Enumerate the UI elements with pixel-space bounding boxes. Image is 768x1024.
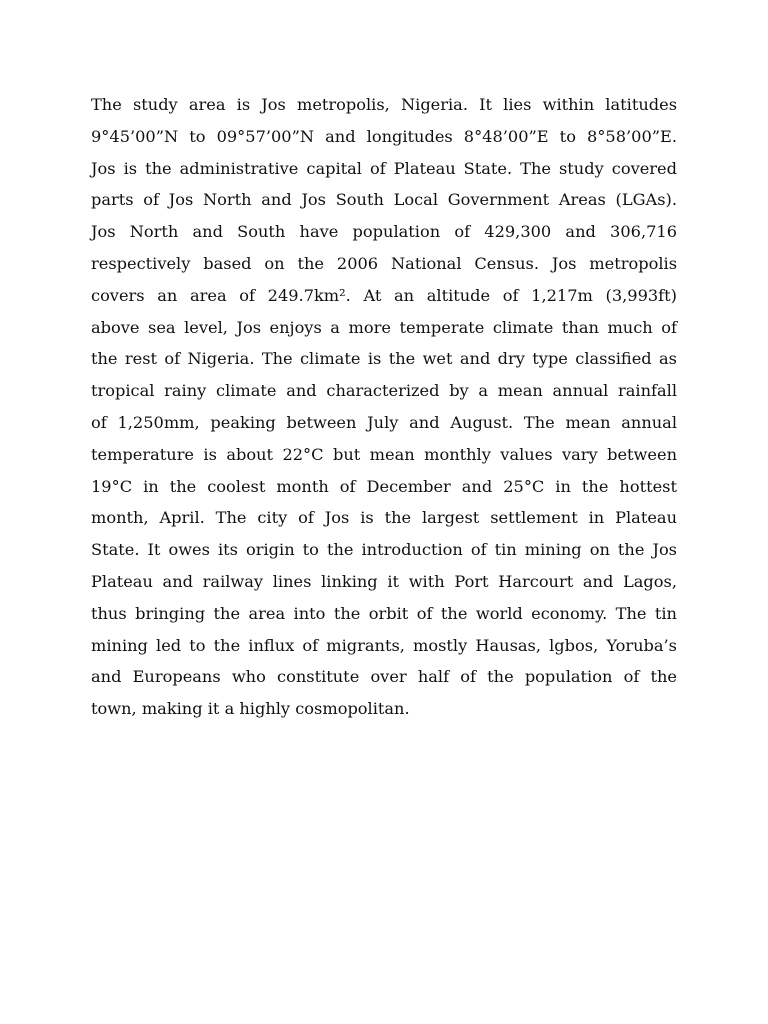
paragraph-line: Plateau and railway lines linking it with Port Harcourt and Lagos, xyxy=(91,571,677,591)
paragraph-line: mining led to the influx of migrants, mostly Hausas, lgbos, Yoruba’s xyxy=(91,635,677,655)
paragraph-line: respectively based on the 2006 National Census. Jos metropolis xyxy=(91,253,677,273)
paragraph-line: month, April. The city of Jos is the largest settlement in Plateau xyxy=(91,508,677,528)
paragraph-line: 9°45’00”N to 09°57’00”N and longitudes 8°48’00”E to 8°58’00”E. xyxy=(91,126,677,146)
body-paragraph xyxy=(91,89,677,725)
paragraph-line: Jos North and South have population of 429,300 and 306,716 xyxy=(91,222,677,242)
paragraph-line: town, making it a highly cosmopolitan. xyxy=(91,699,410,719)
paragraph-line: 19°C in the coolest month of December and 25°C in the hottest xyxy=(91,476,677,496)
paragraph-line: The study area is Jos metropolis, Nigeria. It lies within latitudes xyxy=(91,95,677,114)
paragraph-line: Jos is the administrative capital of Plateau State. The study covered xyxy=(91,158,677,178)
paragraph-line: above sea level, Jos enjoys a more temperate climate than much of xyxy=(91,317,677,337)
paragraph-line: temperature is about 22°C but mean monthly values vary between xyxy=(91,444,677,464)
paragraph-line: parts of Jos North and Jos South Local Government Areas (LGAs). xyxy=(91,190,677,210)
paragraph-line: thus bringing the area into the orbit of the world economy. The tin xyxy=(91,603,677,623)
paragraph-line: State. It owes its origin to the introduction of tin mining on the Jos xyxy=(91,540,677,560)
paragraph-line: the rest of Nigeria. The climate is the wet and dry type classified as xyxy=(91,349,677,369)
paragraph-line: and Europeans who constitute over half of the population of the xyxy=(91,667,677,687)
paragraph-line: covers an area of 249.7km². At an altitude of 1,217m (3,993ft) xyxy=(91,285,677,305)
paragraph-line: tropical rainy climate and characterized by a mean annual rainfall xyxy=(91,381,677,401)
paragraph-line: of 1,250mm, peaking between July and August. The mean annual xyxy=(91,412,677,432)
